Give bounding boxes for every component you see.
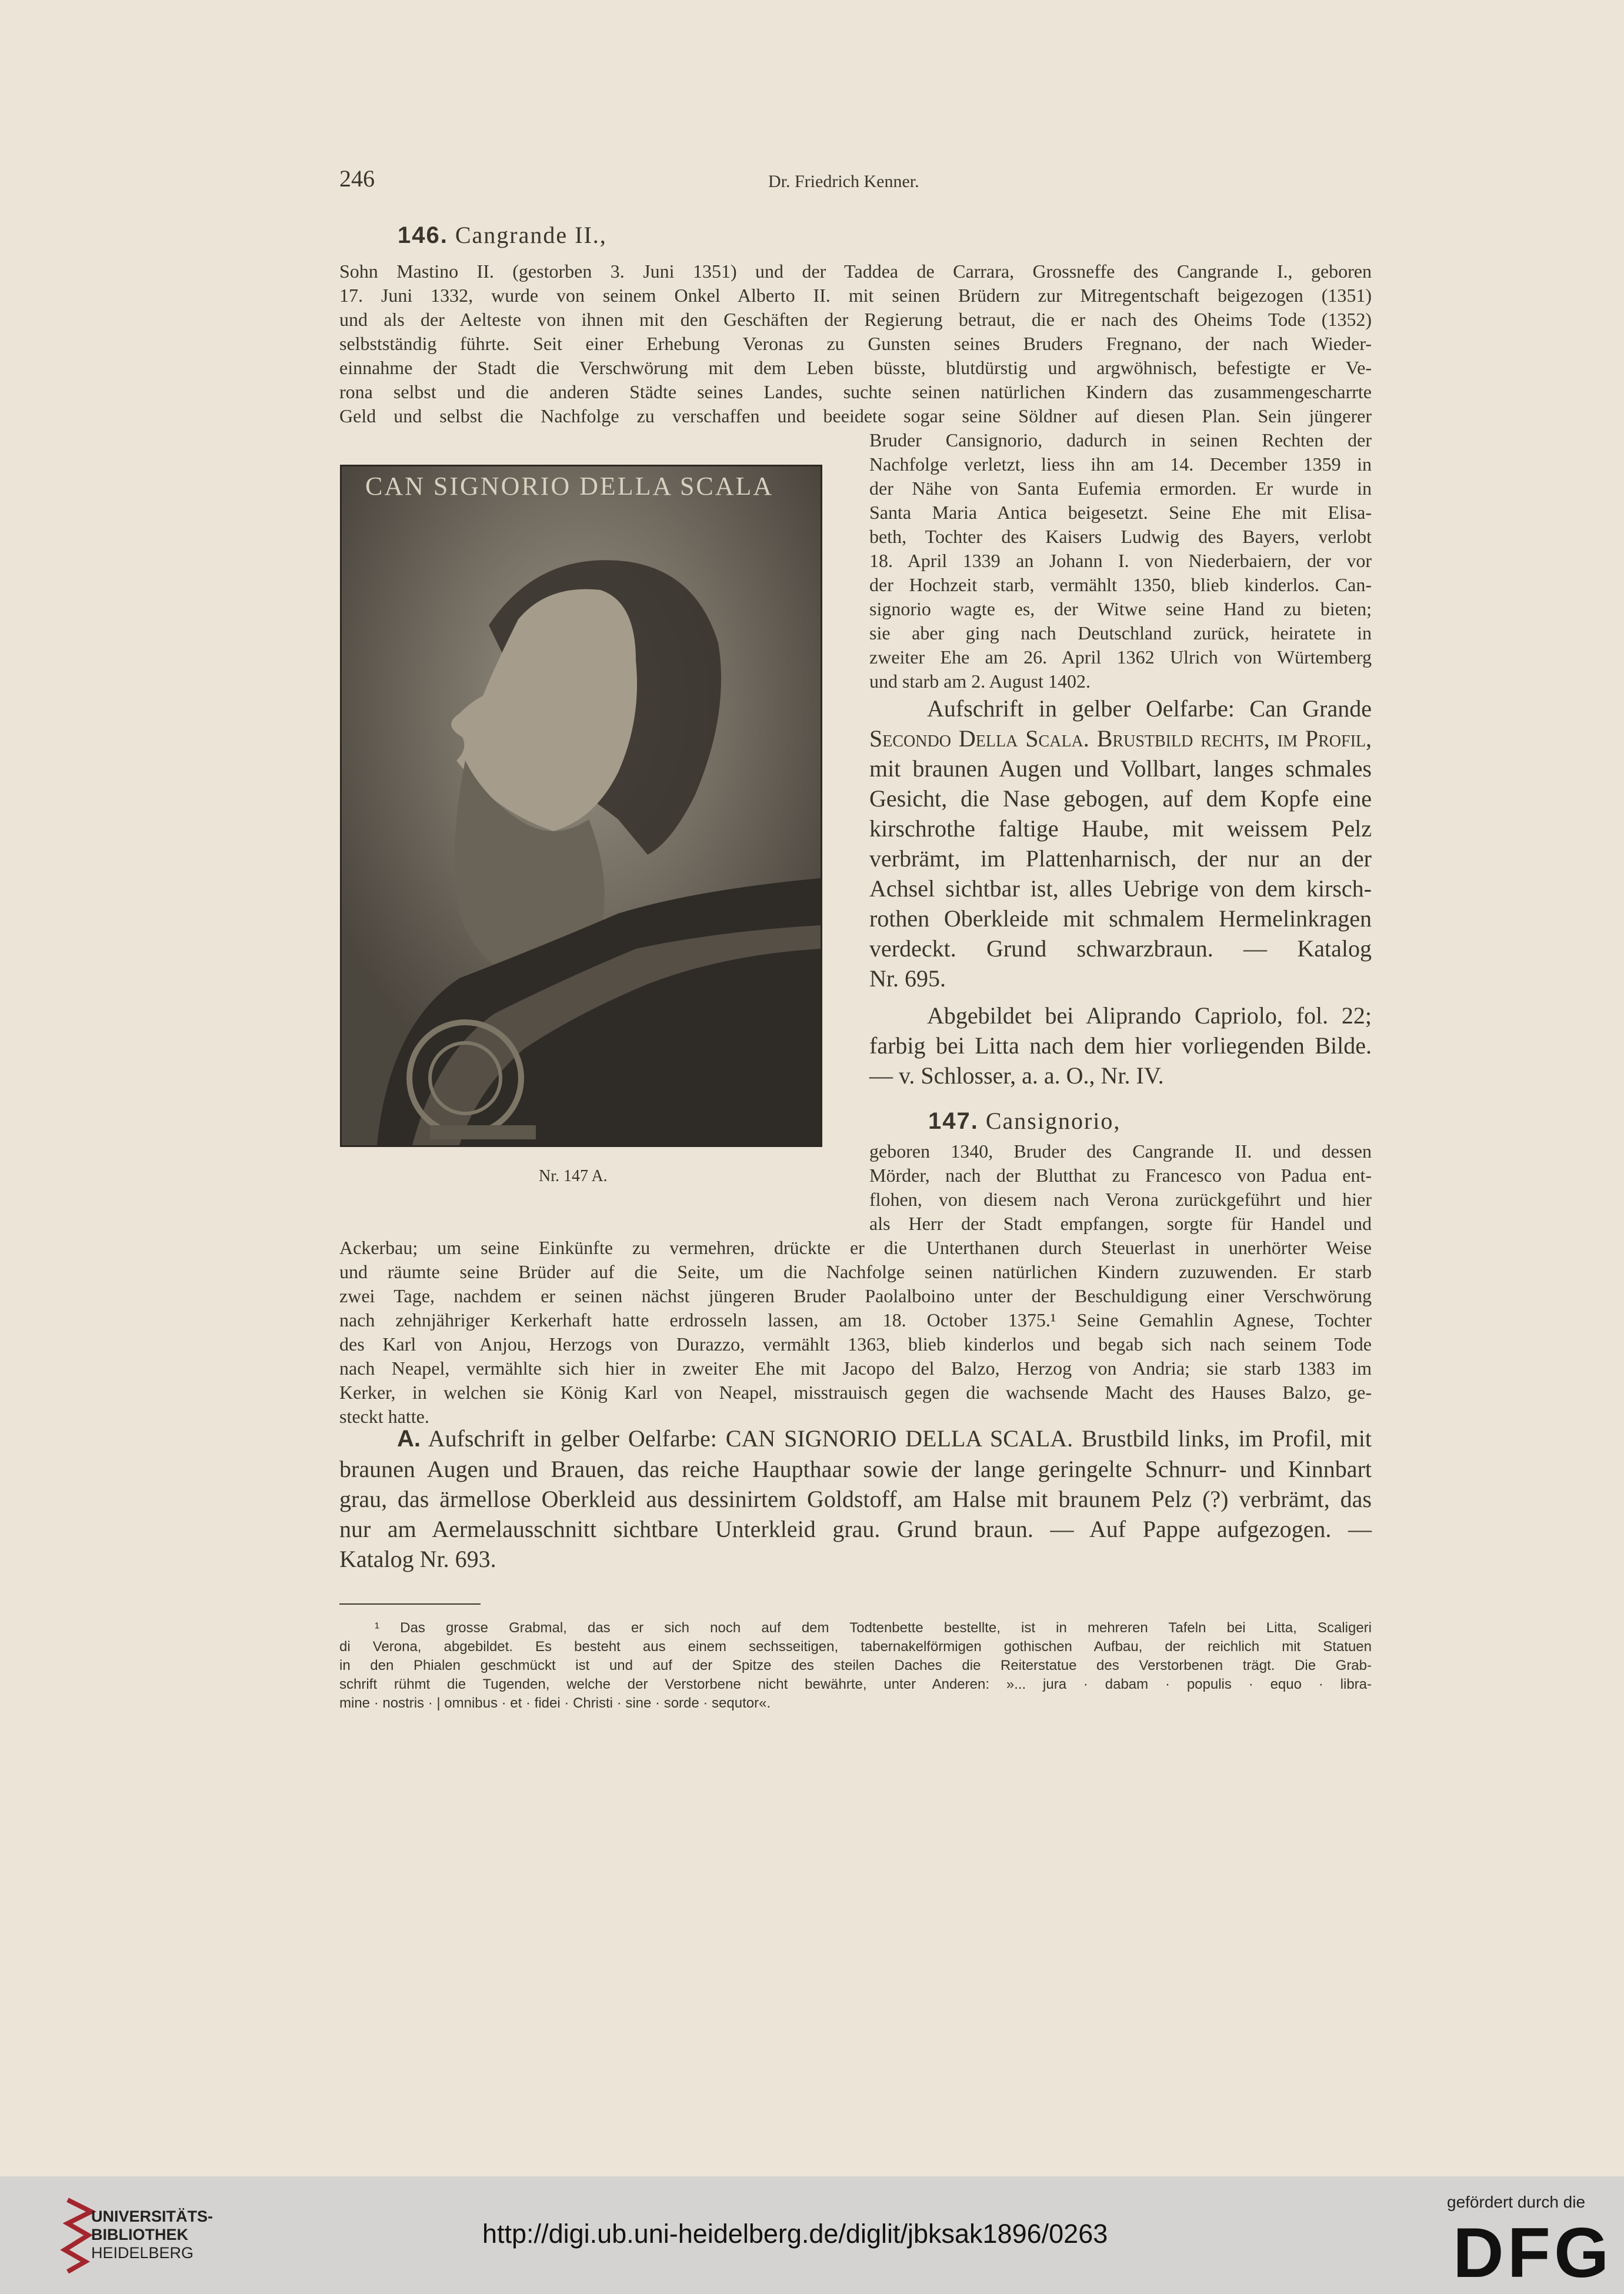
footnote-line: mine · nostris · | omnibus · et · fidei · Christi · sine · sorde · sequtor«. xyxy=(339,1695,771,1711)
text-line: zweiter Ehe am 26. April 1362 Ulrich von Würtemberg xyxy=(869,646,1372,668)
footnote xyxy=(339,1619,1372,1713)
text-line: 17. Juni 1332, wurde von seinem Onkel Alberto II. mit seinen Brüdern zur Mitregentschaft beigezogen (1351) xyxy=(339,285,1372,306)
section-heading-147 xyxy=(928,1106,1121,1136)
text-line: A. Aufschrift in gelber Oelfarbe: CAN SIGNORIO DELLA SCALA. Brustbild links, im Profil, mit xyxy=(397,1425,1372,1452)
library-name: UNIVERSITÄTS- BIBLIOTHEK HEIDELBERG xyxy=(91,2208,214,2262)
text-line: Katalog Nr. 693. xyxy=(339,1546,496,1572)
text-line: — v. Schlosser, a. a. O., Nr. IV. xyxy=(869,1062,1164,1089)
text-line: Geld und selbst die Nachfolge zu verschaffen und beeidete sogar seine Söldner auf diesen Plan. Sein jüngerer xyxy=(339,405,1372,426)
text-line: verbrämt, im Plattenharnisch, der nur an der xyxy=(869,845,1372,872)
section-146-column-text xyxy=(869,428,1372,693)
footnote-line: schrift rühmt die Tugenden, welche der Verstorbene nicht bewährte, unter Anderen: »... jura · dabam · populis · equo · libra- xyxy=(339,1676,1372,1692)
text-line: sie aber ging nach Deutschland zurück, heiratete in xyxy=(869,622,1372,643)
viewer-footer xyxy=(0,2176,1624,2294)
text-line: Kerker, in welchen sie König Karl von Neapel, misstrauisch gegen die wachsende Macht des Hauses Balzo, ge- xyxy=(339,1382,1372,1403)
footnote-line: ¹ Das grosse Grabmal, das er sich noch auf dem Todtenbette bestellte, ist in mehreren Tafeln bei Litta, Scaligeri xyxy=(375,1620,1372,1636)
text-line: als Herr der Stadt empfangen, sorgte für Handel und xyxy=(869,1213,1372,1234)
text-line: und als der Aelteste von ihnen mit den Geschäften der Regierung betraut, die er nach des Oheims Tode (1352) xyxy=(339,309,1372,330)
text-line: der Hochzeit starb, vermählt 1350, blieb kinderlos. Can- xyxy=(869,574,1372,595)
section-147-column-text xyxy=(869,1139,1372,1236)
text-line: der Nähe von Santa Eufemia ermorden. Er wurde in xyxy=(869,478,1372,499)
footnote-line: in den Phialen geschmückt ist und auf der Spitze des steilen Daches die Reiterstatue des Verstorbenen trägt. Die Grab- xyxy=(339,1658,1372,1673)
text-line: Nr. 695. xyxy=(869,965,946,992)
running-title: Dr. Friedrich Kenner. xyxy=(768,172,919,191)
section-heading-146 xyxy=(398,220,607,251)
portrait-inscription: CAN SIGNORIO DELLA SCALA xyxy=(365,472,774,501)
text-line: nach zehnjähriger Kerkerhaft hatte erdrosseln lassen, am 18. October 1375.¹ Seine Gemahlin Agnese, Tochter xyxy=(339,1309,1372,1331)
text-line: grau, das ärmellose Oberkleid aus dessinirtem Goldstoff, am Halse mit braunem Pelz (?) verbrämt, das xyxy=(339,1486,1372,1512)
text-line: Sohn Mastino II. (gestorben 3. Juni 1351) und der Taddea de Carrara, Grossneffe des Cangrande I., geboren xyxy=(339,261,1372,282)
text-line: Ackerbau; um seine Einkünfte zu vermehren, drückte er die Unterthanen durch Steuerlast in unerhörter Weise xyxy=(339,1237,1372,1258)
page-number: 246 xyxy=(339,165,375,192)
text-line: Achsel sichtbar ist, alles Uebrige von dem kirsch- xyxy=(869,875,1372,902)
text-line: signorio wagte es, der Witwe seine Hand zu bieten; xyxy=(869,598,1372,619)
section-146-description xyxy=(869,693,1372,993)
text-line: nur am Aermelausschnitt sichtbare Unterkleid grau. Grund braun. — Auf Pappe aufgezogen. — xyxy=(339,1516,1372,1542)
section-title: Cangrande II., xyxy=(455,222,607,248)
text-line: farbig bei Litta nach dem hier vorliegenden Bilde. xyxy=(869,1032,1372,1059)
section-147-full-width-text xyxy=(339,1236,1372,1429)
permalink-url[interactable]: http://digi.ub.uni-heidelberg.de/diglit/jbksak1896/0263 xyxy=(482,2219,1108,2249)
section-title: Cansignorio, xyxy=(985,1108,1121,1134)
section-146-full-width-text xyxy=(339,259,1372,428)
text-line: Gesicht, die Nase gebogen, auf dem Kopfe eine xyxy=(869,785,1372,812)
text-line: nach Neapel, vermählte sich hier in zweiter Ehe mit Jacopo del Balzo, Herzog von Andria; sie starb 1383 im xyxy=(339,1358,1372,1379)
text-line: flohen, von diesem nach Verona zurückgeführt und hier xyxy=(869,1189,1372,1210)
section-147a-description xyxy=(339,1423,1372,1574)
text-line: rothen Oberkleide mit schmalem Hermelinkragen xyxy=(869,905,1372,932)
text-line: und starb am 2. August 1402. xyxy=(869,671,1091,692)
portrait-illustration xyxy=(342,466,821,1145)
text-line: steckt hatte. xyxy=(339,1406,429,1427)
text-line: mit braunen Augen und Vollbart, langes schmales xyxy=(869,755,1372,782)
text-line: Bruder Cansignorio, dadurch in seinen Rechten der xyxy=(869,429,1372,451)
text-line: Aufschrift in gelber Oelfarbe: Can Grande xyxy=(927,695,1372,722)
text-line: braunen Augen und Brauen, das reiche Haupthaar sowie der lange geringelte Schnurr- und Kinnbart xyxy=(339,1456,1372,1482)
text-line: Abgebildet bei Aliprando Capriolo, fol. 22; xyxy=(927,1002,1372,1029)
text-line: kirschrothe faltige Haube, mit weissem Pelz xyxy=(869,815,1372,842)
portrait-image xyxy=(340,465,822,1147)
text-line: und räumte seine Brüder auf die Seite, um die Nachfolge seinen natürlichen Kindern zuzuwenden. Er starb xyxy=(339,1261,1372,1282)
text-line: Santa Maria Antica beigesetzt. Seine Ehe mit Elisa- xyxy=(869,502,1372,523)
text-line: beth, Tochter des Kaisers Ludwig des Bayers, verlobt xyxy=(869,526,1372,547)
section-number: 147. xyxy=(928,1108,979,1134)
text-line: geboren 1340, Bruder des Cangrande II. und dessen xyxy=(869,1141,1372,1162)
dfg-logo: DFG xyxy=(1453,2213,1613,2292)
funding-note: gefördert durch die xyxy=(1447,2193,1586,2211)
footnote-line: di Verona, abgebildet. Es besteht aus einem sechsseitigen, tabernakelförmigen gothischen Aufbau, der reichlich mit Statuen xyxy=(339,1639,1372,1655)
text-line: verdeckt. Grund schwarzbraun. — Katalog xyxy=(869,935,1372,962)
entry-label: A. xyxy=(397,1426,421,1452)
text-line: Mörder, nach der Blutthat zu Francesco von Padua ent- xyxy=(869,1165,1372,1186)
text-line: des Karl von Anjou, Herzogs von Durazzo, vermählt 1363, blieb kinderlos und begab sich nach seinem Tode xyxy=(339,1333,1372,1355)
section-146-references xyxy=(869,1001,1372,1091)
figure-caption: Nr. 147 A. xyxy=(539,1167,608,1185)
text-line: Nachfolge verletzt, liess ihn am 14. December 1359 in xyxy=(869,454,1372,475)
text-line: einnahme der Stadt die Verschwörung mit dem Leben büsste, blutdürstig und argwöhnisch, befestigte er Ve- xyxy=(339,357,1372,378)
text-line: zwei Tage, nachdem er seinen nächst jüngeren Bruder Paolalboino unter der Beschuldigung einer Verschwörung xyxy=(339,1285,1372,1306)
text-line: selbstständig führte. Seit einer Erhebung Veronas zu Gunsten seines Bruders Fregnano, der nach Wieder- xyxy=(339,333,1372,354)
section-number: 146. xyxy=(398,222,448,248)
text-line: rona selbst und die anderen Städte seines Landes, suchte seinen natürlichen Kindern das zusammengescharrte xyxy=(339,381,1372,402)
text-line: 18. April 1339 an Johann I. von Niederbaiern, der vor xyxy=(869,550,1372,571)
text-line: Secondo Della Scala. Brustbild rechts, im Profil, xyxy=(869,725,1372,752)
footnote-divider xyxy=(339,1603,481,1605)
